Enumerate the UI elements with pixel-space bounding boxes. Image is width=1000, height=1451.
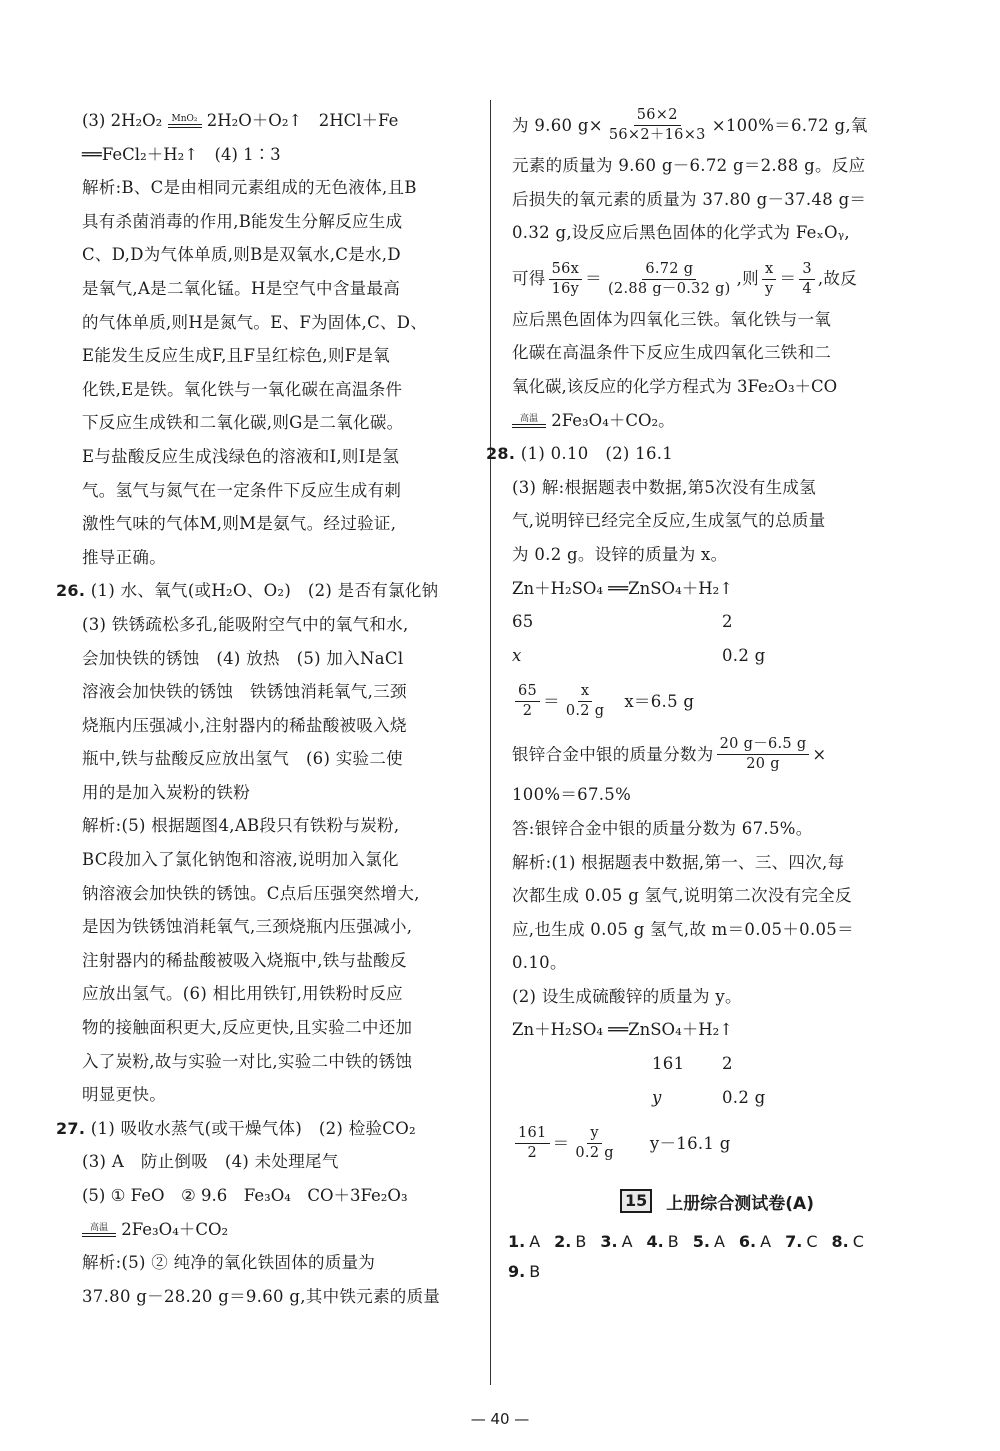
q25-line-1 <box>82 108 474 142</box>
equals-sign: ＝ <box>585 269 602 289</box>
q26-analysis-line: 解析:(5) 根据题图4,AB段只有铁粉与炭粉, <box>82 816 400 836</box>
right-column <box>486 107 922 1287</box>
q26-line: 溶液会加快铁的锈蚀 铁锈蚀消耗氧气,三颈 <box>82 682 407 702</box>
analysis-line: 激性气味的气体M,则M是氨气。经过验证, <box>82 514 397 534</box>
numerator: 161 <box>515 1124 550 1144</box>
q28-analysis-line: 解析:(1) 根据题表中数据,第一、三、四次,每 <box>512 852 845 872</box>
answer-line: 答:银锌合金中银的质量分数为 67.5%。 <box>512 818 813 838</box>
analysis-line: 解析:B、C是由相同元素组成的无色液体,且B <box>82 178 417 198</box>
section-title <box>512 1181 922 1221</box>
analysis-line: 下反应生成铁和二氧化碳,则G是二氧化碳。 <box>82 413 404 433</box>
answer-key-item <box>508 1232 540 1251</box>
fraction <box>515 682 540 721</box>
text: ×100%＝6.72 g,氧 <box>711 115 868 135</box>
q28-line: (3) 解:根据题表中数据,第5次没有生成氢 <box>512 477 817 497</box>
calc-line <box>512 100 922 153</box>
q26-analysis-line: 物的接触面积更大,反应更快,且实验二中还加 <box>82 1018 413 1038</box>
numerator: 65 <box>515 682 540 702</box>
equation-unknowns <box>512 1085 922 1119</box>
denominator: 56×2＋16×3 <box>608 127 706 143</box>
answer-key-item <box>600 1232 632 1251</box>
calc-line <box>512 729 922 782</box>
calc-line: 元素的质量为 9.60 g－6.72 g＝2.88 g。反应 <box>512 156 866 175</box>
fraction <box>799 260 815 299</box>
calc-line: 化碳在高温条件下反应生成四氧化三铁和二 <box>512 343 832 363</box>
q26-line: 烧瓶内压强减小,注射器内的稀盐酸被吸入烧 <box>82 715 407 735</box>
analysis-line: 推导正确。 <box>82 547 166 567</box>
fraction <box>515 1124 550 1163</box>
reaction-sign <box>168 115 202 128</box>
analysis-line: 具有杀菌消毒的作用,B能发生分解反应生成 <box>82 211 403 231</box>
value: 0.2 g <box>722 645 766 665</box>
section-title-text: 上册综合测试卷(A) <box>666 1193 814 1214</box>
denominator: (2.88 g－0.32 g) <box>607 280 731 297</box>
answer-key-item <box>647 1232 679 1251</box>
answer-key-item <box>739 1232 771 1251</box>
denominator: 20 g <box>746 756 780 773</box>
q26-analysis-line: 明显更快。 <box>82 1085 166 1105</box>
coefficient: 2 <box>722 612 733 632</box>
numerator: 3 <box>799 260 815 280</box>
answer-key-item <box>785 1232 817 1251</box>
q26-analysis-line: BC段加入了氯化钠饱和溶液,说明加入氯化 <box>82 850 399 870</box>
coefficient: 65 <box>512 612 534 632</box>
answer-key-choice: A <box>713 1232 725 1252</box>
numerator: 56x <box>549 260 583 280</box>
q26-analysis-line: 入了炭粉,故与实验一对比,实验二中铁的锈蚀 <box>82 1051 413 1071</box>
q28-analysis-line: 次都生成 0.05 g 氢气,说明第二次没有完全反 <box>512 886 852 906</box>
q26-line: 会加快铁的锈蚀 (4) 放热 (5) 加入NaCl <box>82 648 404 668</box>
answer-key-item <box>508 1262 540 1281</box>
answer-key-choice: B <box>575 1232 587 1252</box>
page-number: — 40 — <box>470 1410 530 1428</box>
q25-line-2: ══FeCl₂＋H₂↑ (4) 1∶3 <box>82 144 281 164</box>
calc-line <box>512 408 922 442</box>
equation-part: 2H₂O＋O₂↑ 2HCl＋Fe <box>206 111 399 130</box>
q26-analysis-line: 注射器内的稀盐酸被吸入烧瓶中,铁与盐酸反 <box>82 950 407 970</box>
answer-key-number: 7. <box>785 1232 803 1252</box>
q26-analysis-line: 是因为铁锈蚀消耗氧气,三颈烧瓶内压强减小, <box>82 917 413 937</box>
numerator: 20 g－6.5 g <box>717 735 810 755</box>
unknown: x <box>512 645 522 665</box>
calc-line: 后损失的氧元素的质量为 37.80 g－37.48 g＝ <box>512 189 867 209</box>
analysis-line: C、D,D为气体单质,则B是双氧水,C是水,D <box>82 245 401 265</box>
condition-label: 高温 <box>89 1222 108 1233</box>
denominator: y <box>765 280 774 297</box>
q27-line <box>82 1217 474 1251</box>
answer-key-choice: B <box>529 1262 541 1282</box>
analysis-line: 化铁,E是铁。氧化铁与一氧化碳在高温条件 <box>82 379 403 399</box>
fraction <box>605 260 734 299</box>
fraction <box>563 682 607 721</box>
text: ,则 <box>736 269 759 289</box>
analysis-line: 的气体单质,则H是氮气。E、F为固体,C、D、 <box>82 312 428 332</box>
equals-sign: ＝ <box>552 1133 570 1153</box>
answer-key-item <box>693 1232 725 1251</box>
unknown: y <box>652 1087 662 1107</box>
denominator: 0.2 g <box>565 703 605 720</box>
q27-analysis-line: 37.80 g－28.20 g＝9.60 g,其中铁元素的质量 <box>82 1286 441 1306</box>
analysis-line: 气。氢气与氮气在一定条件下反应生成有刺 <box>82 480 402 500</box>
denominator: 2 <box>522 703 533 720</box>
answer-key-number: 3. <box>600 1232 618 1252</box>
fraction <box>717 735 810 774</box>
calc-line: 应后黑色固体为四氧化三铁。氧化铁与一氧 <box>512 309 832 329</box>
text: 可得 <box>512 269 546 289</box>
equation-part: 2Fe₃O₄＋CO₂ <box>121 1219 229 1239</box>
answer-key-number: 9. <box>508 1262 526 1282</box>
denominator: 16y <box>551 280 580 297</box>
q26-line: 瓶中,铁与盐酸反应放出氢气 (6) 实验二使 <box>82 749 403 769</box>
numerator: x <box>762 260 776 280</box>
answer-key-row <box>508 1227 922 1257</box>
proportion <box>512 1118 922 1171</box>
equation-part: 2Fe₃O₄＋CO₂。 <box>551 410 675 430</box>
equals-sign: ＝ <box>779 269 797 289</box>
numerator: x <box>578 682 592 702</box>
coefficient: 161 <box>652 1054 685 1074</box>
catalyst-label: MnO₂ <box>171 114 198 124</box>
answer-key-choice: A <box>621 1232 633 1252</box>
answer-text: (1) 吸收水蒸气(或干燥气体) (2) 检验CO₂ <box>90 1118 416 1138</box>
answer-key-item <box>831 1232 863 1251</box>
answer-text: (1) 0.10 (2) 16.1 <box>520 444 674 464</box>
q26-line <box>56 578 474 612</box>
q27-line: (5) ① FeO ② 9.6 Fe₃O₄ CO＋3Fe₂O₃ <box>82 1186 408 1205</box>
q27-analysis-line: 解析:(5) ② 纯净的氧化铁固体的质量为 <box>82 1253 376 1273</box>
numerator: 6.72 g <box>642 260 696 280</box>
q28-analysis-line: 0.10。 <box>512 953 567 973</box>
calc-line: 100%＝67.5% <box>512 785 632 805</box>
equals-sign: ＝ <box>543 692 560 712</box>
answer-key-number: 8. <box>831 1232 849 1252</box>
section-number-badge: 15 <box>620 1189 652 1213</box>
fraction <box>572 1124 616 1163</box>
proportion <box>512 676 922 729</box>
answer-key-row <box>508 1257 922 1287</box>
result: x＝6.5 g <box>624 692 695 712</box>
calc-line: 氧化碳,该反应的化学方程式为 3Fe₂O₃＋CO <box>512 376 838 396</box>
analysis-line: E能发生反应生成F,且F呈红棕色,则F是氧 <box>82 346 391 366</box>
fraction <box>762 260 777 299</box>
fraction <box>606 106 709 145</box>
analysis-line: 是氧气,A是二氧化锰。H是空气中含量最高 <box>82 278 401 298</box>
q27-line: (3) A 防止倒吸 (4) 未处理尾气 <box>82 1152 339 1172</box>
reaction-sign <box>512 415 546 428</box>
condition-label: 高温 <box>519 413 538 424</box>
answer-key-number: 6. <box>738 1232 757 1252</box>
equation-coefficients <box>512 609 922 643</box>
equation-part: (3) 2H₂O₂ <box>82 111 163 130</box>
question-number: 27. <box>56 1118 86 1138</box>
calc-line <box>512 254 922 307</box>
text: ,故反 <box>817 269 857 289</box>
q28-analysis-line: (2) 设生成硫酸锌的质量为 y。 <box>512 986 742 1006</box>
q26-line: 用的是加入炭粉的铁粉 <box>82 782 250 802</box>
answer-key-choice: C <box>852 1232 864 1252</box>
text: 银锌合金中银的质量分数为 <box>512 745 714 765</box>
answer-key-choice: A <box>760 1232 772 1252</box>
answer-text: (1) 水、氧气(或H₂O、O₂) (2) 是否有氯化钠 <box>90 581 439 601</box>
q26-analysis-line: 钠溶液会加快铁的锈蚀。C点后压强突然增大, <box>82 883 420 903</box>
equation-unknowns <box>512 643 922 677</box>
fraction <box>549 260 583 299</box>
answer-key-choice: A <box>529 1232 541 1252</box>
chemical-equation: Zn＋H₂SO₄ ══ZnSO₄＋H₂↑ <box>512 1020 734 1040</box>
times-sign: × <box>812 745 827 765</box>
answer-key-choice: B <box>667 1232 679 1252</box>
calc-line: 0.32 g,设反应后黑色固体的化学式为 FeₓOᵧ, <box>512 223 850 243</box>
answer-key-choice: C <box>806 1232 818 1252</box>
q28-line: 气,说明锌已经完全反应,生成氢气的总质量 <box>512 511 826 531</box>
coefficient: 2 <box>722 1054 733 1074</box>
chemical-equation: Zn＋H₂SO₄ ══ZnSO₄＋H₂↑ <box>512 578 734 598</box>
reaction-sign <box>82 1224 116 1237</box>
equation-coefficients <box>512 1051 922 1085</box>
answer-key-number: 1. <box>508 1232 526 1252</box>
question-number: 26. <box>56 581 86 601</box>
answer-key-number: 4. <box>646 1232 664 1252</box>
denominator: 2 <box>527 1145 538 1162</box>
q27-line <box>56 1116 474 1150</box>
question-number: 28. <box>486 444 516 464</box>
answer-key-number: 2. <box>554 1232 572 1252</box>
q28-line <box>486 441 922 475</box>
numerator: 56×2 <box>634 106 681 126</box>
numerator: y <box>587 1124 602 1144</box>
q26-line: (3) 铁锈疏松多孔,能吸附空气中的氧气和水, <box>82 614 409 634</box>
q26-analysis-line: 应放出氢气。(6) 相比用铁钉,用铁粉时反应 <box>82 984 403 1004</box>
analysis-line: E与盐酸反应生成浅绿色的溶液和I,则I是氢 <box>82 446 400 466</box>
denominator: 0.2 g <box>575 1145 614 1162</box>
result: y－16.1 g <box>649 1133 731 1153</box>
answer-key-item <box>554 1232 586 1251</box>
q28-line: 为 0.2 g。设锌的质量为 x。 <box>512 544 728 564</box>
answer-key-number: 5. <box>692 1232 710 1252</box>
column-divider <box>490 100 491 1385</box>
text: 为 9.60 g× <box>512 115 603 135</box>
left-column <box>56 108 474 1317</box>
q28-analysis-line: 应,也生成 0.05 g 氢气,故 m＝0.05＋0.05＝ <box>512 919 854 939</box>
denominator: 4 <box>802 280 812 297</box>
value: 0.2 g <box>722 1087 766 1107</box>
